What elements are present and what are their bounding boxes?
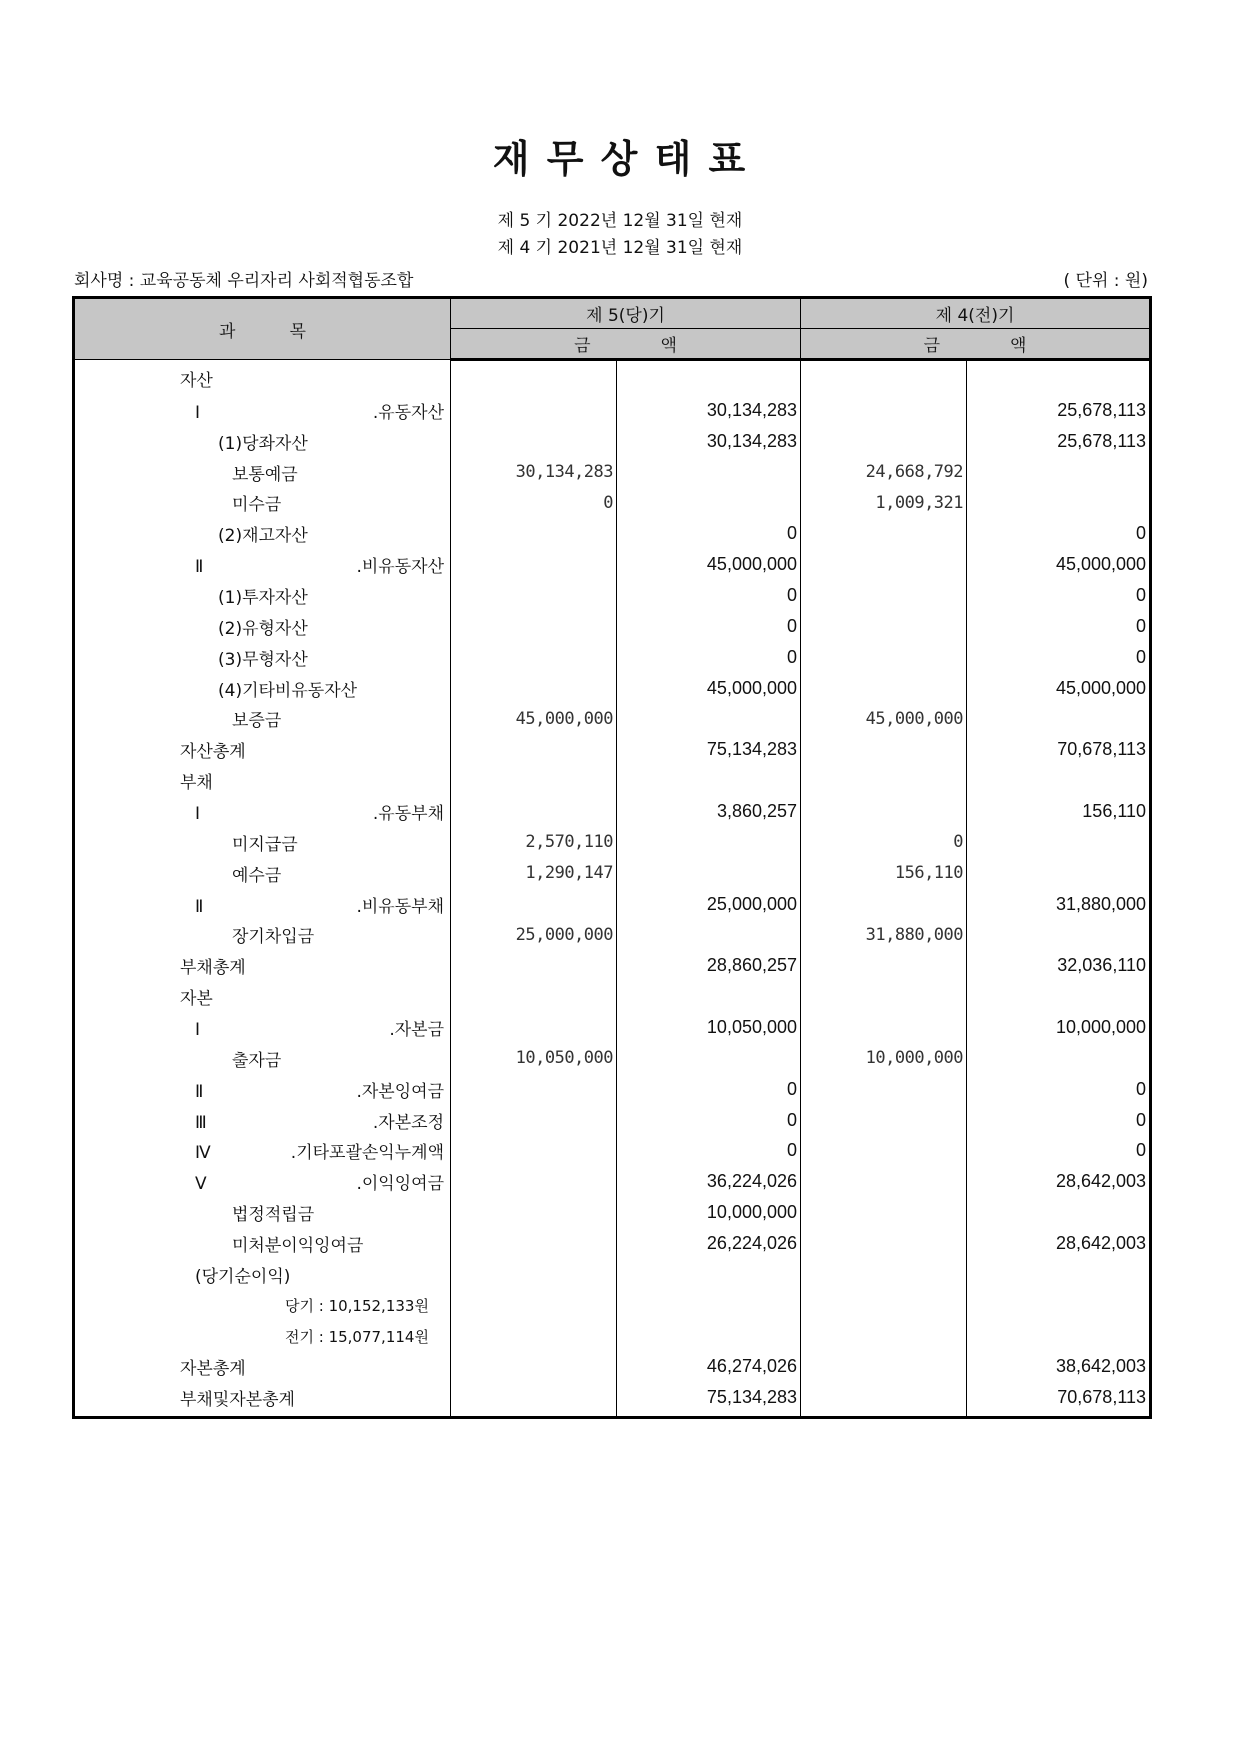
current-detail-amount: 1,290,147 [451, 858, 617, 889]
prior-detail-amount: 0 [801, 827, 967, 858]
account-cell [74, 950, 451, 981]
prior-subtotal-amount: 0 [967, 1105, 1151, 1136]
current-detail-amount [451, 796, 617, 827]
table-row [74, 1105, 1151, 1136]
current-subtotal-amount: 25,000,000 [617, 889, 801, 920]
current-subtotal-amount: 45,000,000 [617, 673, 801, 704]
current-detail-amount [451, 1228, 617, 1259]
account-name: 출자금 [232, 1050, 282, 1071]
prior-subtotal-amount: 31,880,000 [967, 889, 1151, 920]
current-subtotal-amount: 30,134,283 [617, 395, 801, 426]
prior-amount-header [801, 329, 1151, 360]
prior-subtotal-amount [967, 487, 1151, 518]
account-cell [74, 1074, 451, 1105]
prior-period-header: 제 4(전)기 [801, 298, 1151, 329]
balance-sheet-table [72, 296, 1152, 1419]
table-row [74, 1197, 1151, 1228]
prior-subtotal-amount [967, 919, 1151, 950]
prior-detail-amount [801, 889, 967, 920]
current-subtotal-amount [617, 765, 801, 796]
current-subtotal-amount [617, 1290, 801, 1321]
table-row [74, 1228, 1151, 1259]
current-subtotal-amount: 0 [617, 518, 801, 549]
account-name: (1)투자자산 [218, 587, 308, 608]
account-cell [74, 1382, 451, 1417]
current-detail-amount [451, 950, 617, 981]
table-row [74, 611, 1151, 642]
document-title: 재 무 상 태 표 [492, 137, 748, 181]
account-name: 자본 [180, 989, 213, 1010]
current-subtotal-amount: 36,224,026 [617, 1166, 801, 1197]
prior-detail-amount [801, 611, 967, 642]
prior-detail-amount [801, 642, 967, 673]
current-subtotal-amount: 0 [617, 1135, 801, 1166]
account-cell [74, 703, 451, 734]
current-subtotal-amount [617, 919, 801, 950]
prior-subtotal-amount: 0 [967, 518, 1151, 549]
account-cell [74, 1259, 451, 1290]
account-name: 장기차입금 [232, 927, 315, 948]
account-name: 미수금 [232, 495, 282, 516]
account-name: 보증금 [232, 711, 282, 732]
prior-subtotal-amount [967, 457, 1151, 488]
account-cell [74, 981, 451, 1012]
table-header [74, 298, 1151, 360]
table-row [74, 1382, 1151, 1417]
account-name: Ⅰ.유동자산 [195, 402, 444, 423]
current-detail-amount [451, 1105, 617, 1136]
prior-detail-amount [801, 426, 967, 457]
account-column-header: 과 목 [74, 298, 451, 360]
table-row [74, 858, 1151, 889]
account-cell [74, 796, 451, 827]
prior-subtotal-amount [967, 1197, 1151, 1228]
current-subtotal-amount: 45,000,000 [617, 549, 801, 580]
current-detail-amount [451, 1197, 617, 1228]
table-row [74, 981, 1151, 1012]
table-row [74, 1135, 1151, 1166]
account-cell [74, 1043, 451, 1074]
prior-detail-amount: 156,110 [801, 858, 967, 889]
account-cell [74, 1352, 451, 1383]
table-row [74, 919, 1151, 950]
prior-detail-amount [801, 1197, 967, 1228]
table-row [74, 1074, 1151, 1105]
account-name: Ⅱ.비유동부채 [195, 896, 444, 917]
account-cell [74, 518, 451, 549]
prior-detail-amount [801, 673, 967, 704]
prior-detail-amount [801, 1259, 967, 1290]
current-detail-amount [451, 673, 617, 704]
current-subtotal-amount [617, 981, 801, 1012]
account-cell [74, 673, 451, 704]
account-name: Ⅱ.자본잉여금 [195, 1081, 444, 1102]
account-cell [74, 919, 451, 950]
account-cell [74, 611, 451, 642]
account-cell [74, 765, 451, 796]
prior-subtotal-amount: 45,000,000 [967, 673, 1151, 704]
current-detail-amount [451, 518, 617, 549]
prior-subtotal-amount [967, 981, 1151, 1012]
prior-detail-amount [801, 518, 967, 549]
account-cell [74, 827, 451, 858]
current-subtotal-amount: 26,224,026 [617, 1228, 801, 1259]
account-name: 자산총계 [180, 742, 246, 763]
prior-subtotal-amount: 38,642,003 [967, 1352, 1151, 1383]
current-subtotal-amount: 75,134,283 [617, 734, 801, 765]
account-cell [74, 889, 451, 920]
prior-detail-amount [801, 395, 967, 426]
prior-detail-amount [801, 796, 967, 827]
account-name: (1)당좌자산 [218, 433, 308, 454]
account-name: 예수금 [232, 865, 282, 886]
prior-subtotal-amount: 25,678,113 [967, 426, 1151, 457]
prior-subtotal-amount: 70,678,113 [967, 734, 1151, 765]
prior-detail-amount [801, 1382, 967, 1417]
current-subtotal-amount: 0 [617, 1105, 801, 1136]
prior-detail-amount [801, 1105, 967, 1136]
current-detail-amount: 45,000,000 [451, 703, 617, 734]
amount-header-left: 금 [923, 336, 941, 356]
table-row [74, 703, 1151, 734]
current-detail-amount [451, 426, 617, 457]
current-detail-amount [451, 1290, 617, 1321]
account-cell [74, 360, 451, 395]
current-detail-amount [451, 765, 617, 796]
current-detail-amount: 2,570,110 [451, 827, 617, 858]
account-cell [74, 642, 451, 673]
account-name: 보통예금 [232, 464, 298, 485]
current-subtotal-amount: 10,050,000 [617, 1012, 801, 1043]
account-cell [74, 580, 451, 611]
prior-subtotal-amount [967, 1290, 1151, 1321]
table-row [74, 1352, 1151, 1383]
account-cell [74, 1321, 451, 1352]
current-detail-amount: 30,134,283 [451, 457, 617, 488]
current-subtotal-amount: 30,134,283 [617, 426, 801, 457]
prior-subtotal-amount: 0 [967, 1135, 1151, 1166]
prior-subtotal-amount [967, 858, 1151, 889]
current-detail-amount [451, 580, 617, 611]
prior-subtotal-amount: 32,036,110 [967, 950, 1151, 981]
prior-detail-amount: 24,668,792 [801, 457, 967, 488]
account-cell [74, 1197, 451, 1228]
prior-detail-amount: 45,000,000 [801, 703, 967, 734]
account-name: 자본총계 [180, 1359, 246, 1380]
table-row [74, 580, 1151, 611]
current-detail-amount [451, 395, 617, 426]
prior-detail-amount [801, 360, 967, 395]
account-name: (2)재고자산 [218, 526, 308, 547]
account-name: Ⅰ.자본금 [195, 1019, 444, 1040]
account-cell [74, 457, 451, 488]
prior-subtotal-amount: 25,678,113 [967, 395, 1151, 426]
prior-subtotal-amount: 0 [967, 580, 1151, 611]
period-prior: 제 4 기 2021년 12월 31일 현재 [497, 238, 743, 258]
table-row [74, 765, 1151, 796]
prior-detail-amount: 10,000,000 [801, 1043, 967, 1074]
account-cell [74, 1290, 451, 1321]
table-row [74, 457, 1151, 488]
account-name: Ⅰ.유동부채 [195, 803, 444, 824]
current-subtotal-amount [617, 487, 801, 518]
prior-subtotal-amount: 10,000,000 [967, 1012, 1151, 1043]
account-name: (4)기타비유동자산 [218, 680, 358, 701]
prior-detail-amount [801, 1135, 967, 1166]
table-row [74, 426, 1151, 457]
account-cell [74, 1105, 451, 1136]
prior-subtotal-amount: 28,642,003 [967, 1228, 1151, 1259]
current-subtotal-amount: 0 [617, 580, 801, 611]
table-row [74, 1259, 1151, 1290]
prior-subtotal-amount: 0 [967, 1074, 1151, 1105]
prior-subtotal-amount [967, 703, 1151, 734]
prior-detail-amount: 31,880,000 [801, 919, 967, 950]
prior-detail-amount [801, 981, 967, 1012]
current-subtotal-amount [617, 1043, 801, 1074]
account-name: Ⅳ.기타포괄손익누계액 [195, 1143, 444, 1164]
account-name: (당기순이익) [195, 1266, 291, 1287]
prior-detail-amount [801, 580, 967, 611]
table-row [74, 1321, 1151, 1352]
prior-subtotal-amount [967, 360, 1151, 395]
amount-header-right: 액 [1010, 336, 1027, 356]
account-name: 부채및자본총계 [180, 1390, 295, 1411]
current-subtotal-amount: 10,000,000 [617, 1197, 801, 1228]
account-cell [74, 1228, 451, 1259]
table-row [74, 1012, 1151, 1043]
current-subtotal-amount: 0 [617, 1074, 801, 1105]
account-name: 미처분이익잉여금 [232, 1235, 364, 1256]
account-name: Ⅲ.자본조정 [195, 1112, 444, 1133]
account-name: 당기 : 10,152,133원 [285, 1296, 429, 1315]
table-row [74, 1166, 1151, 1197]
prior-detail-amount [801, 1290, 967, 1321]
period-current: 제 5 기 2022년 12월 31일 현재 [497, 211, 743, 231]
account-name: 전기 : 15,077,114원 [285, 1327, 429, 1346]
table-row [74, 734, 1151, 765]
current-detail-amount [451, 611, 617, 642]
current-detail-amount [451, 1259, 617, 1290]
prior-detail-amount [801, 549, 967, 580]
current-detail-amount [451, 1074, 617, 1105]
prior-detail-amount [801, 950, 967, 981]
current-subtotal-amount [617, 827, 801, 858]
account-name: 부채총계 [180, 958, 246, 979]
table-row [74, 950, 1151, 981]
account-name: (3)무형자산 [218, 649, 308, 670]
current-detail-amount [451, 642, 617, 673]
amount-header-left: 금 [574, 336, 591, 356]
prior-subtotal-amount [967, 827, 1151, 858]
account-cell [74, 395, 451, 426]
current-period-header: 제 5(당)기 [451, 298, 801, 329]
current-detail-amount [451, 1012, 617, 1043]
prior-subtotal-amount: 156,110 [967, 796, 1151, 827]
current-subtotal-amount [617, 360, 801, 395]
current-subtotal-amount [617, 1259, 801, 1290]
table-row [74, 889, 1151, 920]
prior-subtotal-amount: 0 [967, 611, 1151, 642]
account-cell [74, 858, 451, 889]
table-row [74, 673, 1151, 704]
prior-subtotal-amount: 70,678,113 [967, 1382, 1151, 1417]
current-subtotal-amount [617, 703, 801, 734]
prior-detail-amount [801, 1228, 967, 1259]
current-subtotal-amount [617, 457, 801, 488]
current-detail-amount [451, 360, 617, 395]
table-row [74, 360, 1151, 395]
current-subtotal-amount: 3,860,257 [617, 796, 801, 827]
current-detail-amount [451, 549, 617, 580]
company-name: 회사명 : 교육공동체 우리자리 사회적협동조합 [74, 271, 414, 291]
unit-label: ( 단위 : 원) [1063, 271, 1148, 291]
account-name: (2)유형자산 [218, 618, 308, 639]
table-row [74, 796, 1151, 827]
current-detail-amount: 25,000,000 [451, 919, 617, 950]
prior-subtotal-amount [967, 1043, 1151, 1074]
current-detail-amount [451, 889, 617, 920]
current-subtotal-amount [617, 1321, 801, 1352]
current-detail-amount [451, 1321, 617, 1352]
current-subtotal-amount: 0 [617, 642, 801, 673]
prior-detail-amount [801, 734, 967, 765]
table-row [74, 549, 1151, 580]
prior-subtotal-amount: 28,642,003 [967, 1166, 1151, 1197]
current-subtotal-amount: 0 [617, 611, 801, 642]
account-name: Ⅱ.비유동자산 [195, 557, 444, 578]
prior-subtotal-amount [967, 1259, 1151, 1290]
current-subtotal-amount: 46,274,026 [617, 1352, 801, 1383]
table-row [74, 395, 1151, 426]
table-row [74, 1290, 1151, 1321]
current-detail-amount [451, 1135, 617, 1166]
account-name: 법정적립금 [232, 1205, 315, 1226]
prior-subtotal-amount [967, 1321, 1151, 1352]
account-name: 자산 [180, 371, 213, 392]
table-row [74, 487, 1151, 518]
prior-detail-amount [801, 1074, 967, 1105]
table-row [74, 827, 1151, 858]
prior-subtotal-amount: 45,000,000 [967, 549, 1151, 580]
current-detail-amount [451, 1382, 617, 1417]
current-detail-amount: 0 [451, 487, 617, 518]
table-body [74, 360, 1151, 1418]
prior-detail-amount: 1,009,321 [801, 487, 967, 518]
account-cell [74, 426, 451, 457]
table-row [74, 642, 1151, 673]
table-row [74, 1043, 1151, 1074]
account-name: 미지급금 [232, 834, 298, 855]
table-row [74, 518, 1151, 549]
account-cell [74, 734, 451, 765]
prior-detail-amount [801, 1352, 967, 1383]
account-cell [74, 549, 451, 580]
current-detail-amount: 10,050,000 [451, 1043, 617, 1074]
amount-header-right: 액 [660, 336, 677, 356]
current-detail-amount [451, 981, 617, 1012]
prior-subtotal-amount: 0 [967, 642, 1151, 673]
account-cell [74, 1166, 451, 1197]
prior-detail-amount [801, 765, 967, 796]
current-subtotal-amount [617, 858, 801, 889]
account-cell [74, 487, 451, 518]
current-detail-amount [451, 734, 617, 765]
account-cell [74, 1135, 451, 1166]
account-name: Ⅴ.이익잉여금 [195, 1174, 444, 1195]
current-amount-header [451, 329, 801, 360]
prior-detail-amount [801, 1166, 967, 1197]
account-name: 부채 [180, 773, 213, 794]
current-subtotal-amount: 28,860,257 [617, 950, 801, 981]
current-detail-amount [451, 1166, 617, 1197]
prior-detail-amount [801, 1321, 967, 1352]
current-subtotal-amount: 75,134,283 [617, 1382, 801, 1417]
prior-subtotal-amount [967, 765, 1151, 796]
prior-detail-amount [801, 1012, 967, 1043]
account-cell [74, 1012, 451, 1043]
current-detail-amount [451, 1352, 617, 1383]
